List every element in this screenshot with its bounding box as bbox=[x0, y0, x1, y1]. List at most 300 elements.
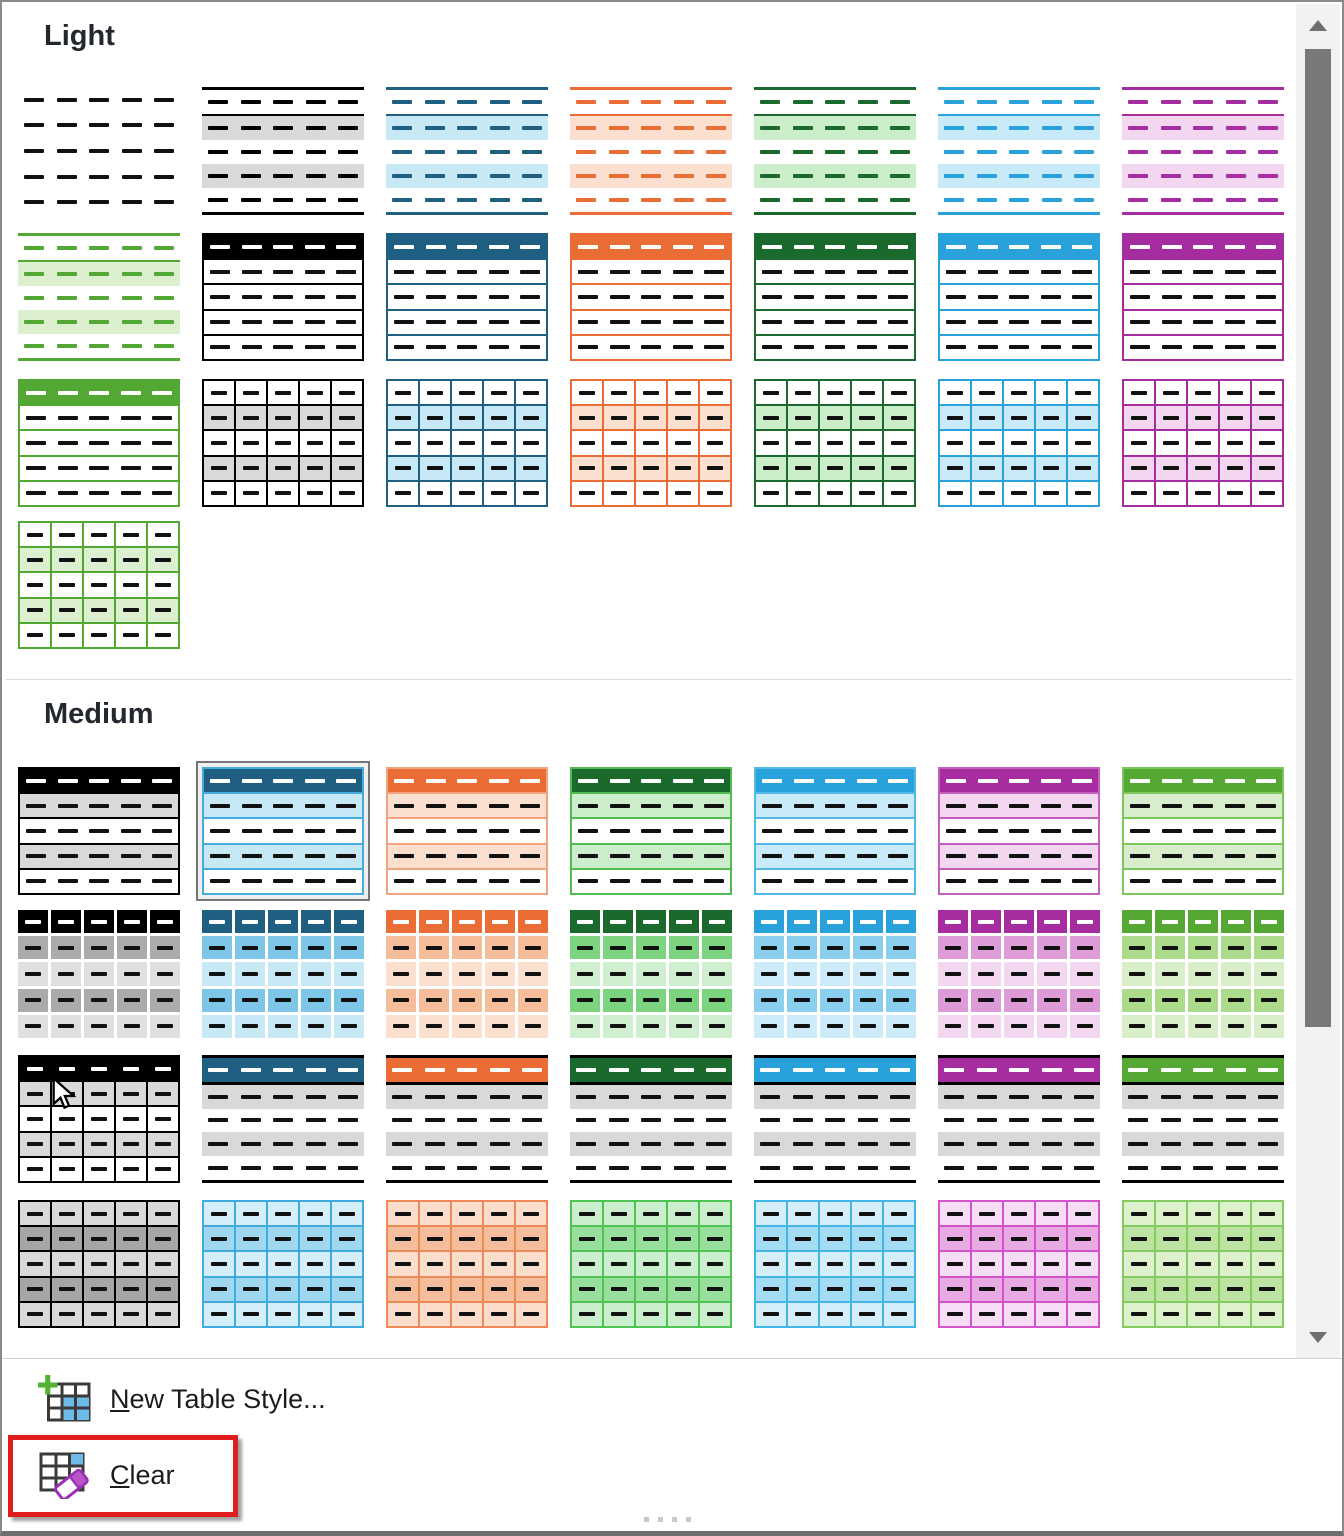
style-preview-cell bbox=[300, 1278, 330, 1301]
table-style-medium-tiles-orange[interactable] bbox=[386, 910, 548, 1038]
style-preview-cell bbox=[852, 1303, 882, 1326]
style-preview-cell bbox=[452, 1202, 482, 1225]
style-preview-cell bbox=[884, 482, 914, 505]
style-preview-cell bbox=[1004, 989, 1034, 1012]
style-preview-cell bbox=[938, 910, 968, 933]
style-preview-cell bbox=[204, 1278, 234, 1301]
style-preview-cell bbox=[332, 1252, 362, 1275]
style-preview-cell bbox=[300, 406, 330, 429]
style-preview-cell bbox=[702, 1015, 732, 1038]
style-preview-cell bbox=[636, 936, 666, 959]
style-preview-cell bbox=[236, 381, 266, 404]
style-preview-cell bbox=[940, 431, 970, 454]
section-divider bbox=[6, 679, 1292, 680]
style-preview-cell bbox=[116, 599, 146, 622]
style-preview-cell bbox=[1220, 482, 1250, 505]
style-preview-cell bbox=[702, 989, 732, 1012]
style-preview-cell bbox=[1156, 1303, 1186, 1326]
style-preview-cell bbox=[300, 482, 330, 505]
style-preview-cell bbox=[884, 1278, 914, 1301]
style-preview-cell bbox=[204, 381, 234, 404]
style-preview-cell bbox=[268, 482, 298, 505]
style-preview-cell bbox=[388, 381, 418, 404]
style-preview-cell bbox=[452, 962, 482, 985]
style-preview-cell bbox=[116, 1158, 146, 1181]
style-preview-cell bbox=[20, 1107, 50, 1130]
style-preview-cell bbox=[1004, 1303, 1034, 1326]
style-preview-cell bbox=[852, 1227, 882, 1250]
style-preview-cell bbox=[388, 1252, 418, 1275]
table-style-light-banded-darkblue[interactable] bbox=[386, 87, 548, 215]
table-style-medium-frame-black[interactable] bbox=[18, 1055, 180, 1183]
style-preview-cell bbox=[52, 1252, 82, 1275]
table-style-light-grid-darkgreen[interactable] bbox=[754, 379, 916, 507]
style-preview-cell bbox=[1254, 936, 1284, 959]
table-style-medium-headerbanded-darkblue[interactable] bbox=[202, 767, 364, 895]
menu-divider bbox=[2, 1358, 1342, 1359]
style-preview-cell bbox=[940, 1278, 970, 1301]
style-preview-cell bbox=[1004, 1278, 1034, 1301]
style-preview-cell bbox=[117, 989, 147, 1012]
light-styles-row-4 bbox=[18, 521, 180, 649]
style-preview-cell bbox=[702, 910, 732, 933]
medium-styles-row-1 bbox=[18, 767, 1284, 895]
style-preview-cell bbox=[518, 1015, 548, 1038]
style-preview-cell bbox=[1004, 1015, 1034, 1038]
style-preview-cell bbox=[570, 962, 600, 985]
style-preview-cell bbox=[1252, 1202, 1282, 1225]
style-preview-cell bbox=[1254, 962, 1284, 985]
style-preview-cell bbox=[820, 406, 850, 429]
style-preview-cell bbox=[700, 431, 730, 454]
resize-gripper[interactable] bbox=[644, 1517, 691, 1522]
style-preview-cell bbox=[668, 457, 698, 480]
menu-item-label: Clear bbox=[110, 1459, 175, 1490]
style-preview-cell bbox=[452, 431, 482, 454]
style-preview-cell bbox=[18, 989, 48, 1012]
style-preview-cell bbox=[756, 1202, 786, 1225]
table-style-medium-tiles-darkblue[interactable] bbox=[202, 910, 364, 1038]
style-preview-cell bbox=[788, 406, 818, 429]
style-preview-cell bbox=[938, 962, 968, 985]
style-preview-cell bbox=[148, 573, 178, 596]
style-preview-cell bbox=[1124, 406, 1154, 429]
style-preview-cell bbox=[1252, 406, 1282, 429]
style-preview-cell bbox=[1004, 936, 1034, 959]
style-preview-cell bbox=[516, 457, 546, 480]
table-style-light-grid-darkblue[interactable] bbox=[386, 379, 548, 507]
style-preview-cell bbox=[668, 406, 698, 429]
style-preview-cell bbox=[1252, 1303, 1282, 1326]
style-preview-cell bbox=[1068, 1202, 1098, 1225]
table-style-light-banded-darkgreen[interactable] bbox=[754, 87, 916, 215]
style-preview-cell bbox=[972, 406, 1002, 429]
style-preview-cell bbox=[204, 482, 234, 505]
style-preview-cell bbox=[1252, 1252, 1282, 1275]
style-preview-cell bbox=[300, 1202, 330, 1225]
style-preview-cell bbox=[1254, 910, 1284, 933]
style-preview-cell bbox=[1036, 457, 1066, 480]
style-preview-cell bbox=[334, 1015, 364, 1038]
style-preview-cell bbox=[940, 1227, 970, 1250]
style-preview-cell bbox=[52, 1303, 82, 1326]
style-preview-cell bbox=[572, 482, 602, 505]
table-style-medium-gridfill-black[interactable] bbox=[18, 1200, 180, 1328]
style-preview-cell bbox=[1068, 381, 1098, 404]
style-preview-cell bbox=[1124, 482, 1154, 505]
table-style-light-header-black[interactable] bbox=[202, 233, 364, 361]
style-preview-cell bbox=[1188, 1252, 1218, 1275]
style-preview-cell bbox=[1036, 1227, 1066, 1250]
style-preview-cell bbox=[820, 482, 850, 505]
style-preview-cell bbox=[938, 936, 968, 959]
style-preview-cell bbox=[516, 1252, 546, 1275]
style-preview-cell bbox=[334, 962, 364, 985]
style-preview-cell bbox=[52, 523, 82, 546]
style-preview-cell bbox=[1004, 1227, 1034, 1250]
style-preview-cell bbox=[1188, 910, 1218, 933]
table-style-light-grid-blue[interactable] bbox=[938, 379, 1100, 507]
style-preview-cell bbox=[419, 989, 449, 1012]
style-preview-cell bbox=[202, 962, 232, 985]
style-preview-cell bbox=[604, 431, 634, 454]
style-preview-cell bbox=[1070, 962, 1100, 985]
scroll-down-button[interactable] bbox=[1296, 1316, 1340, 1358]
style-preview-cell bbox=[940, 406, 970, 429]
table-style-medium-frame-orange[interactable] bbox=[386, 1055, 548, 1183]
style-preview-cell bbox=[332, 1303, 362, 1326]
style-preview-cell bbox=[1004, 1202, 1034, 1225]
new-table-style-icon bbox=[38, 1375, 92, 1423]
style-preview-cell bbox=[20, 1158, 50, 1181]
style-preview-cell bbox=[452, 482, 482, 505]
style-preview-cell bbox=[20, 1303, 50, 1326]
table-style-light-banded-orange[interactable] bbox=[570, 87, 732, 215]
table-style-medium-gridfill-darkblue[interactable] bbox=[202, 1200, 364, 1328]
table-style-light-header-orange[interactable] bbox=[570, 233, 732, 361]
style-preview-cell bbox=[820, 1303, 850, 1326]
style-preview-cell bbox=[516, 482, 546, 505]
style-preview-cell bbox=[518, 962, 548, 985]
section-label-medium: Medium bbox=[44, 698, 154, 730]
style-preview-cell bbox=[1221, 962, 1251, 985]
style-preview-cell bbox=[1155, 1015, 1185, 1038]
style-preview-cell bbox=[420, 431, 450, 454]
style-preview-cell bbox=[852, 431, 882, 454]
style-preview-cell bbox=[700, 1252, 730, 1275]
table-style-light-header-green[interactable] bbox=[18, 379, 180, 507]
style-preview-cell bbox=[1036, 482, 1066, 505]
style-preview-cell bbox=[788, 1252, 818, 1275]
table-style-medium-headerbanded-green[interactable] bbox=[1122, 767, 1284, 895]
table-style-light-grid-orange[interactable] bbox=[570, 379, 732, 507]
style-preview-cell bbox=[268, 989, 298, 1012]
table-style-light-banded-magenta[interactable] bbox=[1122, 87, 1284, 215]
style-preview-cell bbox=[1156, 381, 1186, 404]
style-preview-cell bbox=[1220, 457, 1250, 480]
style-preview-cell bbox=[268, 406, 298, 429]
style-preview-cell bbox=[268, 910, 298, 933]
style-preview-cell bbox=[788, 431, 818, 454]
style-preview-cell bbox=[886, 989, 916, 1012]
style-preview-cell bbox=[1220, 381, 1250, 404]
style-preview-cell bbox=[51, 989, 81, 1012]
style-preview-cell bbox=[636, 431, 666, 454]
style-preview-cell bbox=[754, 962, 784, 985]
style-preview-cell bbox=[484, 1252, 514, 1275]
table-style-medium-frame-magenta[interactable] bbox=[938, 1055, 1100, 1183]
style-preview-cell bbox=[668, 381, 698, 404]
style-preview-cell bbox=[148, 548, 178, 571]
style-preview-cell bbox=[116, 1107, 146, 1130]
style-preview-cell bbox=[636, 381, 666, 404]
style-preview-cell bbox=[820, 1015, 850, 1038]
style-preview-cell bbox=[420, 457, 450, 480]
style-preview-cell bbox=[84, 1107, 114, 1130]
table-style-medium-headerbanded-blue[interactable] bbox=[754, 767, 916, 895]
style-preview-cell bbox=[972, 1252, 1002, 1275]
style-preview-cell bbox=[84, 1252, 114, 1275]
style-preview-cell bbox=[388, 431, 418, 454]
style-preview-cell bbox=[572, 1278, 602, 1301]
style-preview-cell bbox=[117, 962, 147, 985]
style-preview-cell bbox=[1036, 406, 1066, 429]
style-preview-cell bbox=[788, 482, 818, 505]
style-preview-cell bbox=[971, 936, 1001, 959]
menu-item-label: New Table Style... bbox=[110, 1383, 326, 1414]
style-preview-cell bbox=[1068, 482, 1098, 505]
style-preview-cell bbox=[117, 1015, 147, 1038]
style-preview-cell bbox=[788, 381, 818, 404]
style-preview-cell bbox=[754, 936, 784, 959]
style-preview-cell bbox=[788, 1278, 818, 1301]
scrollbar-thumb[interactable] bbox=[1305, 49, 1331, 1027]
table-style-light-header-blue[interactable] bbox=[938, 233, 1100, 361]
style-preview-cell bbox=[52, 1202, 82, 1225]
style-preview-cell bbox=[1188, 1015, 1218, 1038]
style-preview-cell bbox=[1252, 482, 1282, 505]
table-style-light-header-magenta[interactable] bbox=[1122, 233, 1284, 361]
style-preview-cell bbox=[1070, 1015, 1100, 1038]
style-preview-cell bbox=[1188, 457, 1218, 480]
style-preview-cell bbox=[754, 910, 784, 933]
style-preview-cell bbox=[420, 1227, 450, 1250]
style-preview-cell bbox=[420, 1303, 450, 1326]
style-preview-cell bbox=[636, 1303, 666, 1326]
table-style-medium-gridfill-blue[interactable] bbox=[754, 1200, 916, 1328]
style-preview-cell bbox=[20, 1133, 50, 1156]
style-preview-cell bbox=[235, 962, 265, 985]
table-style-light-banded-black[interactable] bbox=[202, 87, 364, 215]
style-preview-cell bbox=[202, 989, 232, 1012]
style-preview-cell bbox=[1036, 1252, 1066, 1275]
style-preview-cell bbox=[452, 989, 482, 1012]
annotation-highlight-box bbox=[8, 1435, 238, 1517]
style-preview-cell bbox=[972, 1278, 1002, 1301]
style-preview-cell bbox=[940, 1303, 970, 1326]
style-preview-cell bbox=[204, 1202, 234, 1225]
style-preview-cell bbox=[334, 910, 364, 933]
style-preview-cell bbox=[52, 573, 82, 596]
table-style-medium-headerbanded-orange[interactable] bbox=[386, 767, 548, 895]
table-style-medium-frame-darkgreen[interactable] bbox=[570, 1055, 732, 1183]
style-preview-cell bbox=[1156, 1227, 1186, 1250]
style-preview-cell bbox=[150, 1015, 180, 1038]
style-preview-cell bbox=[20, 1252, 50, 1275]
table-style-medium-tiles-black[interactable] bbox=[18, 910, 180, 1038]
style-preview-cell bbox=[386, 962, 416, 985]
style-preview-cell bbox=[116, 1303, 146, 1326]
scroll-up-button[interactable] bbox=[1296, 4, 1340, 46]
style-preview-cell bbox=[940, 457, 970, 480]
style-preview-cell bbox=[604, 1303, 634, 1326]
style-preview-cell bbox=[268, 381, 298, 404]
style-preview-cell bbox=[386, 910, 416, 933]
style-preview-cell bbox=[484, 1202, 514, 1225]
style-preview-cell bbox=[516, 431, 546, 454]
style-preview-cell bbox=[84, 624, 114, 647]
style-preview-cell bbox=[787, 936, 817, 959]
style-preview-cell bbox=[820, 1202, 850, 1225]
style-preview-cell bbox=[420, 406, 450, 429]
menu-item-new-table-style[interactable] bbox=[38, 1372, 326, 1426]
style-preview-cell bbox=[636, 989, 666, 1012]
style-preview-cell bbox=[1004, 457, 1034, 480]
style-preview-cell bbox=[116, 624, 146, 647]
table-style-light-banded-green[interactable] bbox=[18, 233, 180, 361]
style-preview-cell bbox=[84, 1158, 114, 1181]
style-preview-cell bbox=[148, 1252, 178, 1275]
table-style-light-header-darkblue[interactable] bbox=[386, 233, 548, 361]
table-style-medium-frame-green[interactable] bbox=[1122, 1055, 1284, 1183]
style-preview-cell bbox=[852, 482, 882, 505]
style-preview-cell bbox=[148, 1158, 178, 1181]
style-preview-cell bbox=[636, 1278, 666, 1301]
style-preview-cell bbox=[1124, 1303, 1154, 1326]
style-preview-cell bbox=[236, 1303, 266, 1326]
style-preview-cell bbox=[1124, 1202, 1154, 1225]
style-preview-cell bbox=[1068, 1227, 1098, 1250]
style-preview-cell bbox=[388, 1278, 418, 1301]
table-style-medium-headerbanded-magenta[interactable] bbox=[938, 767, 1100, 895]
style-preview-cell bbox=[853, 910, 883, 933]
table-style-medium-frame-blue[interactable] bbox=[754, 1055, 916, 1183]
style-preview-cell bbox=[388, 406, 418, 429]
table-style-medium-tiles-blue[interactable] bbox=[754, 910, 916, 1038]
style-preview-cell bbox=[117, 936, 147, 959]
style-preview-cell bbox=[1124, 457, 1154, 480]
style-preview-cell bbox=[604, 406, 634, 429]
style-preview-cell bbox=[1068, 406, 1098, 429]
style-preview-cell bbox=[204, 406, 234, 429]
style-preview-cell bbox=[332, 406, 362, 429]
style-preview-cell bbox=[84, 1015, 114, 1038]
style-preview-cell bbox=[636, 482, 666, 505]
style-preview-cell bbox=[452, 936, 482, 959]
style-preview-cell bbox=[1124, 1252, 1154, 1275]
table-style-light-banded-blue[interactable] bbox=[938, 87, 1100, 215]
style-preview-cell bbox=[300, 1303, 330, 1326]
style-preview-cell bbox=[150, 936, 180, 959]
table-style-light-header-darkgreen[interactable] bbox=[754, 233, 916, 361]
style-preview-cell bbox=[116, 523, 146, 546]
style-preview-cell bbox=[20, 1082, 50, 1105]
style-preview-cell bbox=[388, 457, 418, 480]
style-preview-cell bbox=[820, 910, 850, 933]
style-preview-cell bbox=[52, 548, 82, 571]
table-style-medium-gridfill-darkgreen[interactable] bbox=[570, 1200, 732, 1328]
table-style-light-grid-black[interactable] bbox=[202, 379, 364, 507]
style-preview-cell bbox=[820, 1227, 850, 1250]
style-preview-cell bbox=[972, 431, 1002, 454]
style-preview-cell bbox=[516, 1303, 546, 1326]
style-preview-cell bbox=[332, 1278, 362, 1301]
style-preview-cell bbox=[1220, 1303, 1250, 1326]
style-preview-cell bbox=[572, 1202, 602, 1225]
table-style-medium-gridfill-orange[interactable] bbox=[386, 1200, 548, 1328]
table-style-light-grid-green[interactable] bbox=[18, 521, 180, 649]
style-preview-cell bbox=[1188, 406, 1218, 429]
style-preview-cell bbox=[148, 1082, 178, 1105]
style-preview-cell bbox=[820, 1252, 850, 1275]
style-preview-cell bbox=[20, 599, 50, 622]
style-preview-cell bbox=[235, 989, 265, 1012]
table-style-medium-tiles-green[interactable] bbox=[1122, 910, 1284, 1038]
style-preview-cell bbox=[300, 381, 330, 404]
style-preview-cell bbox=[1156, 1252, 1186, 1275]
style-preview-cell bbox=[940, 1252, 970, 1275]
style-preview-cell bbox=[754, 989, 784, 1012]
style-preview-cell bbox=[1155, 989, 1185, 1012]
table-style-light-grid-magenta[interactable] bbox=[1122, 379, 1284, 507]
style-preview-cell bbox=[788, 1227, 818, 1250]
style-preview-cell bbox=[84, 573, 114, 596]
style-preview-cell bbox=[1220, 406, 1250, 429]
style-preview-cell bbox=[820, 431, 850, 454]
style-preview-cell bbox=[1188, 1227, 1218, 1250]
table-style-medium-gridfill-green[interactable] bbox=[1122, 1200, 1284, 1328]
table-style-medium-tiles-magenta[interactable] bbox=[938, 910, 1100, 1038]
style-preview-cell bbox=[884, 381, 914, 404]
style-preview-cell bbox=[884, 406, 914, 429]
style-preview-cell bbox=[700, 381, 730, 404]
style-preview-cell bbox=[52, 624, 82, 647]
style-preview-cell bbox=[604, 1252, 634, 1275]
style-preview-cell bbox=[116, 1133, 146, 1156]
style-preview-cell bbox=[1068, 431, 1098, 454]
style-preview-cell bbox=[236, 482, 266, 505]
style-preview-cell bbox=[52, 1227, 82, 1250]
table-style-medium-headerbanded-darkgreen[interactable] bbox=[570, 767, 732, 895]
style-preview-cell bbox=[1004, 1252, 1034, 1275]
style-preview-cell bbox=[938, 989, 968, 1012]
table-style-medium-frame-darkblue[interactable] bbox=[202, 1055, 364, 1183]
style-preview-cell bbox=[485, 936, 515, 959]
scrollbar-track[interactable] bbox=[1296, 4, 1340, 1358]
style-preview-cell bbox=[1220, 1278, 1250, 1301]
style-preview-cell bbox=[700, 406, 730, 429]
table-style-light-plain-black[interactable] bbox=[18, 87, 180, 215]
style-preview-cell bbox=[518, 910, 548, 933]
style-preview-cell bbox=[268, 431, 298, 454]
style-preview-cell bbox=[1122, 962, 1152, 985]
table-style-medium-gridfill-magenta[interactable] bbox=[938, 1200, 1100, 1328]
table-style-medium-headerbanded-black[interactable] bbox=[18, 767, 180, 895]
table-style-medium-tiles-darkgreen[interactable] bbox=[570, 910, 732, 1038]
style-preview-cell bbox=[84, 1057, 114, 1080]
style-preview-cell bbox=[1068, 1278, 1098, 1301]
style-preview-cell bbox=[301, 1015, 331, 1038]
